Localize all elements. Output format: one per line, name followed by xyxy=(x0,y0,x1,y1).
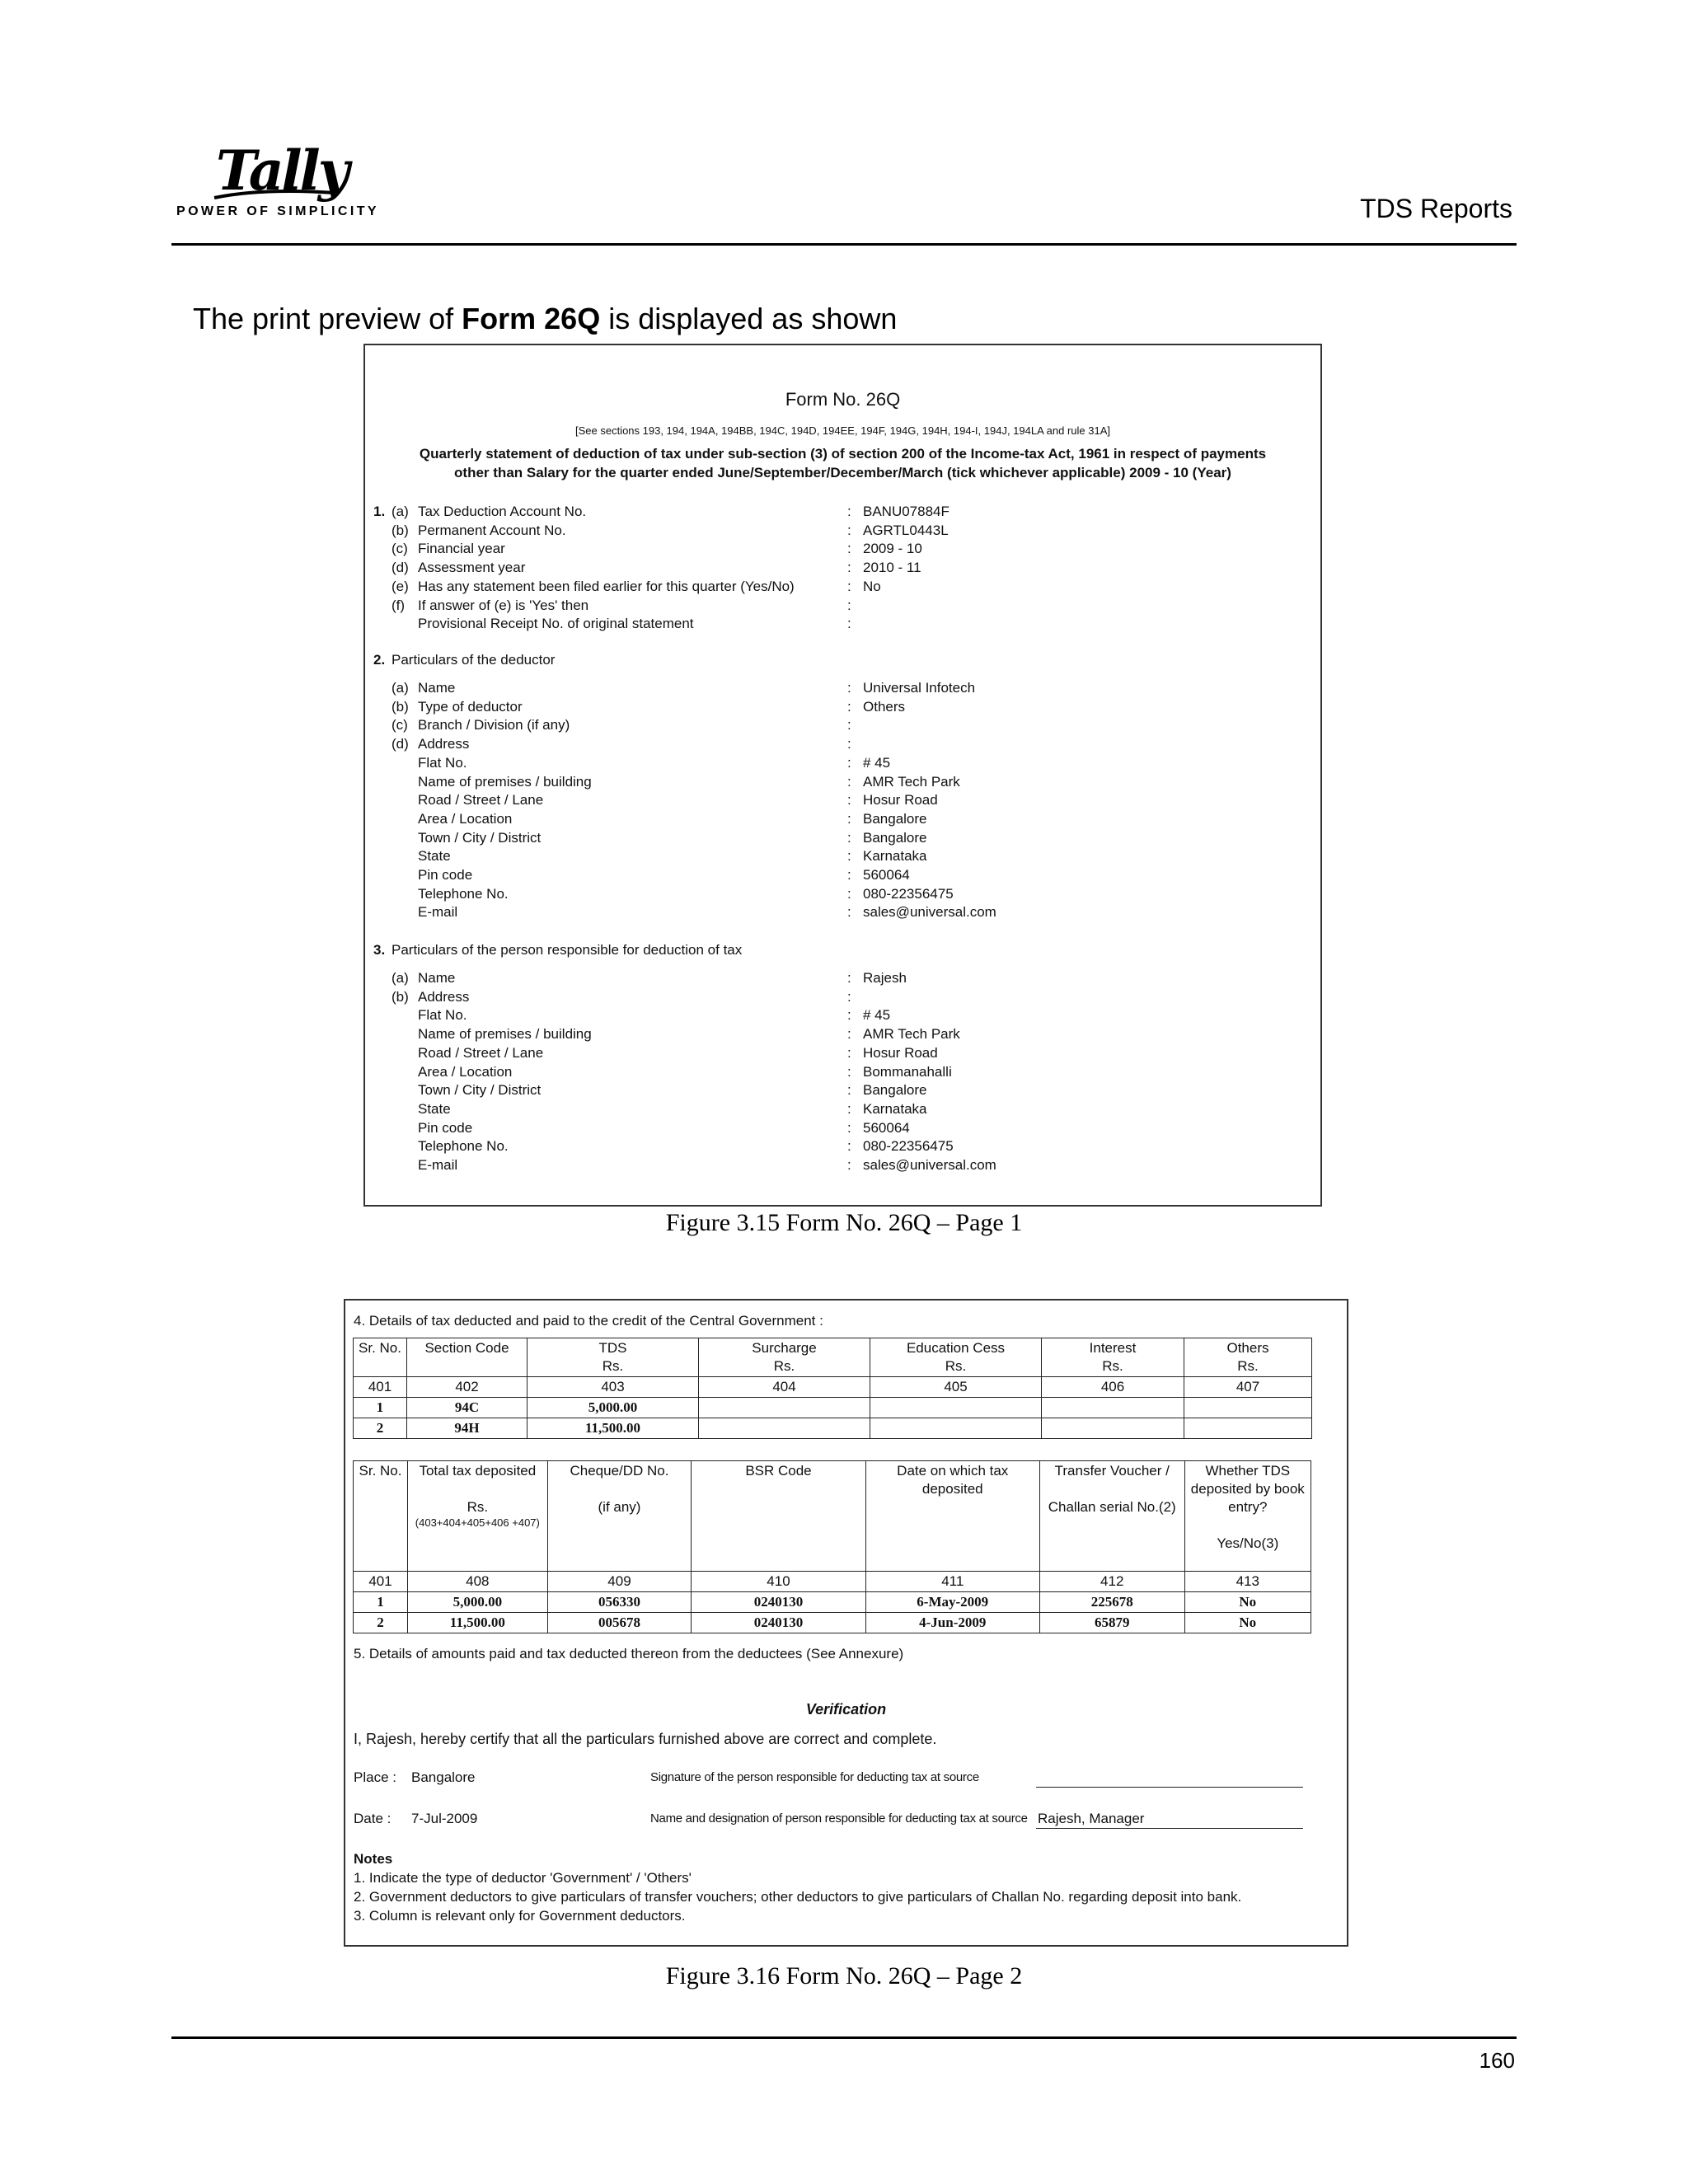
field-index: (d) xyxy=(392,560,409,576)
table-cell xyxy=(699,1398,870,1418)
table1-header-cell: Others Rs. xyxy=(1184,1338,1312,1377)
field-value: AMR Tech Park xyxy=(863,773,960,790)
form-field-row xyxy=(365,699,1320,717)
field-label: Flat No. xyxy=(418,1007,467,1024)
date-label: Date : xyxy=(354,1811,392,1826)
form-field-row xyxy=(365,560,1320,578)
page-number: 160 xyxy=(1479,2048,1515,2073)
table-cell: 005678 xyxy=(547,1613,692,1633)
form-field-row xyxy=(365,989,1320,1007)
form-field-row xyxy=(365,1082,1320,1100)
table-cell: 5,000.00 xyxy=(528,1398,699,1418)
field-separator: : xyxy=(847,541,851,557)
table1-code-cell: 401 xyxy=(354,1377,407,1398)
field-label: Name xyxy=(418,970,456,986)
form-field-row xyxy=(365,830,1320,848)
field-index: (a) xyxy=(392,970,409,986)
name-designation-label: Name and designation of person responsible for deducting tax at source xyxy=(650,1811,1028,1825)
table1-code-cell: 402 xyxy=(407,1377,528,1398)
form-field-row xyxy=(365,886,1320,904)
table-cell: 11,500.00 xyxy=(528,1418,699,1439)
field-value: Karnataka xyxy=(863,1100,927,1117)
table1-code-cell: 405 xyxy=(870,1377,1042,1398)
table-cell: 1 xyxy=(354,1398,407,1418)
field-separator: : xyxy=(847,1157,851,1173)
verification-text: I, Rajesh, hereby certify that all the particulars furnished above are correct and complete. xyxy=(354,1731,937,1747)
field-separator: : xyxy=(847,988,851,1005)
table2-header-date: Date on which tax deposited xyxy=(865,1461,1039,1572)
field-separator: : xyxy=(847,1100,851,1117)
table-cell xyxy=(699,1418,870,1439)
place-value: Bangalore xyxy=(411,1769,476,1785)
table-cell: 2 xyxy=(354,1613,408,1633)
form-field-row xyxy=(365,717,1320,735)
logo-tagline: POWER OF SIMPLICITY xyxy=(176,204,379,218)
field-label: Address xyxy=(418,988,470,1005)
table-cell xyxy=(1042,1418,1184,1439)
field-separator: : xyxy=(847,680,851,696)
section-number: 2. xyxy=(373,652,386,668)
table1-header-cell: Sr. No. xyxy=(354,1338,407,1377)
logo-wordmark: Tally xyxy=(216,138,348,203)
field-separator: : xyxy=(847,717,851,733)
table-row xyxy=(354,1398,1312,1418)
field-value: Universal Infotech xyxy=(863,680,976,696)
field-value: Bangalore xyxy=(863,810,927,827)
form-field-row xyxy=(365,792,1320,810)
form-26q-page-2 xyxy=(344,1299,1348,1947)
field-label: Name of premises / building xyxy=(418,773,592,790)
form-field-row xyxy=(365,867,1320,885)
field-separator: : xyxy=(847,829,851,846)
table-cell: No xyxy=(1184,1613,1311,1633)
table2-header-sr: Sr. No. xyxy=(354,1461,408,1572)
field-value: Bangalore xyxy=(863,1082,927,1099)
form-field-row xyxy=(365,736,1320,754)
field-index: (f) xyxy=(392,597,406,613)
field-separator: : xyxy=(847,616,851,632)
table2-code-cell: 401 xyxy=(354,1572,408,1592)
signature-label: Signature of the person responsible for deducting tax at source xyxy=(650,1770,979,1784)
table-cell: 1 xyxy=(354,1592,408,1613)
tax-deducted-table xyxy=(353,1338,1312,1439)
field-value: BANU07884F xyxy=(863,504,950,519)
field-value: Bommanahalli xyxy=(863,1063,952,1080)
field-value: # 45 xyxy=(863,754,891,771)
field-separator: : xyxy=(847,1007,851,1024)
signature-line xyxy=(1036,1787,1303,1788)
field-index: (e) xyxy=(392,578,409,594)
field-separator: : xyxy=(847,867,851,883)
table2-header-voucher: Transfer Voucher / Challan serial No.(2) xyxy=(1039,1461,1184,1572)
form-field-row xyxy=(365,504,1320,522)
verification-title: Verification xyxy=(805,1701,887,1718)
form-field-row xyxy=(365,755,1320,773)
table2-header-cheque: Cheque/DD No. (if any) xyxy=(547,1461,692,1572)
table-cell: 94H xyxy=(407,1418,528,1439)
field-label: Address xyxy=(418,736,470,752)
field-index: (b) xyxy=(392,698,409,715)
field-label: Pin code xyxy=(418,867,473,883)
field-label: E-mail xyxy=(418,1157,458,1173)
table1-header-cell: Surcharge Rs. xyxy=(699,1338,870,1377)
table-cell: No xyxy=(1184,1592,1311,1613)
section-heading xyxy=(365,652,1320,670)
field-separator: : xyxy=(847,810,851,827)
date-value: 7-Jul-2009 xyxy=(411,1811,478,1826)
field-separator: : xyxy=(847,904,851,921)
field-label: Road / Street / Lane xyxy=(418,792,544,808)
field-label: State xyxy=(418,848,451,865)
table-row xyxy=(354,1613,1311,1633)
field-label: Has any statement been filed earlier for this quarter (Yes/No) xyxy=(418,578,795,594)
form-field-row xyxy=(365,904,1320,922)
field-label: Telephone No. xyxy=(418,1138,509,1155)
note-item: 2. Government deductors to give particulars of transfer vouchers; other deductors to give particulars of Challan No. regarding deposit into bank. xyxy=(354,1889,1242,1905)
table1-code-cell: 406 xyxy=(1042,1377,1184,1398)
field-value: Hosur Road xyxy=(863,1044,938,1061)
header-divider xyxy=(171,243,1517,246)
form-field-row xyxy=(365,811,1320,829)
table-cell: 4-Jun-2009 xyxy=(865,1613,1039,1633)
note-item: 1. Indicate the type of deductor 'Government' / 'Others' xyxy=(354,1870,692,1886)
field-separator: : xyxy=(847,773,851,790)
form-field-row xyxy=(365,598,1320,616)
field-label: Area / Location xyxy=(418,810,513,827)
field-label: Branch / Division (if any) xyxy=(418,717,570,733)
table2-header-total: Total tax deposited Rs. (403+404+405+406 +407) xyxy=(408,1461,548,1572)
field-index: (a) xyxy=(392,504,409,519)
field-index: (b) xyxy=(392,522,409,538)
name-designation-line xyxy=(1036,1828,1303,1829)
field-separator: : xyxy=(847,560,851,576)
table-row xyxy=(354,1592,1311,1613)
name-designation-value: Rajesh, Manager xyxy=(1038,1811,1145,1826)
section-title: TDS Reports xyxy=(1360,194,1512,223)
field-label: Area / Location xyxy=(418,1063,513,1080)
form-description-line-1: Quarterly statement of deduction of tax under sub-section (3) of section 200 of the Income-tax Act, 1961 in respect of payments xyxy=(419,446,1267,462)
table-cell xyxy=(1184,1398,1312,1418)
form-field-row xyxy=(365,1101,1320,1119)
field-index: (c) xyxy=(392,717,408,733)
field-label: Town / City / District xyxy=(418,1082,542,1099)
table-cell: 0240130 xyxy=(692,1613,865,1633)
field-label: E-mail xyxy=(418,904,458,921)
table-cell: 2 xyxy=(354,1418,407,1439)
place-label: Place : xyxy=(354,1769,396,1785)
section-heading-text: Particulars of the deductor xyxy=(392,652,556,668)
table-cell: 5,000.00 xyxy=(408,1592,548,1613)
field-value: AGRTL0443L xyxy=(863,522,949,538)
form-field-row xyxy=(365,1026,1320,1044)
field-value: 2009 - 10 xyxy=(863,541,922,557)
table-cell: 6-May-2009 xyxy=(865,1592,1039,1613)
field-separator: : xyxy=(847,698,851,715)
table-cell xyxy=(870,1398,1042,1418)
table-cell xyxy=(1042,1398,1184,1418)
field-value: sales@universal.com xyxy=(863,1157,996,1173)
field-label: Telephone No. xyxy=(418,885,509,902)
field-label: State xyxy=(418,1100,451,1117)
field-index: (c) xyxy=(392,541,408,557)
table2-header-whether: Whether TDS deposited by book entry? Yes/No(3) xyxy=(1184,1461,1311,1572)
field-separator: : xyxy=(847,1026,851,1043)
table1-header-cell: TDS Rs. xyxy=(528,1338,699,1377)
field-value: Bangalore xyxy=(863,829,927,846)
field-separator: : xyxy=(847,792,851,808)
form-field-row xyxy=(365,1064,1320,1082)
field-separator: : xyxy=(847,1063,851,1080)
field-label: If answer of (e) is 'Yes' then xyxy=(418,597,589,613)
field-separator: : xyxy=(847,1119,851,1136)
logo-swoosh-icon xyxy=(213,190,336,201)
field-separator: : xyxy=(847,1082,851,1099)
field-value: No xyxy=(863,578,881,594)
form-field-row xyxy=(365,680,1320,698)
field-index: (b) xyxy=(392,988,409,1005)
table1-header-row xyxy=(354,1338,1312,1377)
form-description-line-2: other than Salary for the quarter ended June/September/December/March (tick whichever applicable) 2009 - 10 (Year) xyxy=(454,465,1231,480)
form-sections-reference: [See sections 193, 194, 194A, 194BB, 194C, 194D, 194EE, 194F, 194G, 194H, 194-I, 194J, 194LA and rule 31A] xyxy=(574,424,1110,437)
table1-code-cell: 404 xyxy=(699,1377,870,1398)
tally-logo xyxy=(175,138,379,221)
form-title: Form No. 26Q xyxy=(785,389,901,410)
field-label: Type of deductor xyxy=(418,698,523,715)
form-field-row xyxy=(365,1120,1320,1138)
table2-code-cell: 412 xyxy=(1039,1572,1184,1592)
table2-code-cell: 410 xyxy=(692,1572,865,1592)
form-26q-page-1 xyxy=(363,344,1322,1207)
form-field-row xyxy=(365,774,1320,792)
section-number: 3. xyxy=(373,942,386,958)
table-cell xyxy=(870,1418,1042,1439)
field-value: Others xyxy=(863,698,906,715)
table1-header-cell: Interest Rs. xyxy=(1042,1338,1184,1377)
table2-code-row xyxy=(354,1572,1311,1592)
field-value: AMR Tech Park xyxy=(863,1026,960,1043)
table2-code-cell: 408 xyxy=(408,1572,548,1592)
field-separator: : xyxy=(847,597,851,613)
field-separator: : xyxy=(847,1138,851,1155)
field-label: Road / Street / Lane xyxy=(418,1044,544,1061)
field-index: (d) xyxy=(392,736,409,752)
field-value: Rajesh xyxy=(863,970,907,986)
field-value: Hosur Road xyxy=(863,792,938,808)
field-separator: : xyxy=(847,504,851,519)
field-label: Name xyxy=(418,680,456,696)
table2-code-cell: 411 xyxy=(865,1572,1039,1592)
table2-header-bsr: BSR Code xyxy=(692,1461,865,1572)
field-label: Financial year xyxy=(418,541,505,557)
intro-text: The print preview of Form 26Q is displayed as shown xyxy=(193,302,898,335)
table1-code-cell: 403 xyxy=(528,1377,699,1398)
form-field-row xyxy=(365,1138,1320,1156)
field-separator: : xyxy=(847,885,851,902)
field-value: 560064 xyxy=(863,867,910,883)
table-cell: 94C xyxy=(407,1398,528,1418)
field-separator: : xyxy=(847,1044,851,1061)
footer-divider xyxy=(171,2036,1517,2039)
table-cell xyxy=(1184,1418,1312,1439)
field-value: 080-22356475 xyxy=(863,1138,954,1155)
tax-deposit-table xyxy=(353,1460,1311,1633)
form-field-row xyxy=(365,1007,1320,1025)
field-label: Flat No. xyxy=(418,754,467,771)
field-label: Name of premises / building xyxy=(418,1026,592,1043)
table1-code-row xyxy=(354,1377,1312,1398)
table-cell: 0240130 xyxy=(692,1592,865,1613)
table-cell: 056330 xyxy=(547,1592,692,1613)
table-cell: 11,500.00 xyxy=(408,1613,548,1633)
field-separator: : xyxy=(847,754,851,771)
form-field-row xyxy=(365,541,1320,559)
notes-title: Notes xyxy=(354,1851,393,1867)
form-field-row xyxy=(365,579,1320,597)
table2-header-row xyxy=(354,1461,1311,1572)
form-field-row xyxy=(365,848,1320,866)
field-separator: : xyxy=(847,848,851,865)
field-value: 2010 - 11 xyxy=(863,560,921,576)
field-label: Town / City / District xyxy=(418,829,542,846)
table1-header-cell: Section Code xyxy=(407,1338,528,1377)
field-label: Assessment year xyxy=(418,560,526,576)
table-cell: 225678 xyxy=(1039,1592,1184,1613)
form-field-row xyxy=(365,616,1320,634)
form-field-row xyxy=(365,1045,1320,1063)
table1-header-cell: Education Cess Rs. xyxy=(870,1338,1042,1377)
section-heading-text: Particulars of the person responsible for deduction of tax xyxy=(392,942,743,958)
table2-code-cell: 413 xyxy=(1184,1572,1311,1592)
note-item: 3. Column is relevant only for Government deductors. xyxy=(354,1908,686,1924)
table-cell: 65879 xyxy=(1039,1613,1184,1633)
field-value: 560064 xyxy=(863,1119,910,1136)
table1-code-cell: 407 xyxy=(1184,1377,1312,1398)
field-label: Tax Deduction Account No. xyxy=(418,504,587,519)
section-5-text: 5. Details of amounts paid and tax deducted thereon from the deductees (See Annexure) xyxy=(354,1646,904,1661)
field-separator: : xyxy=(847,578,851,594)
table-row xyxy=(354,1418,1312,1439)
form-field-row xyxy=(365,1157,1320,1175)
field-label: Provisional Receipt No. of original statement xyxy=(418,616,694,632)
field-separator: : xyxy=(847,522,851,538)
field-value: 080-22356475 xyxy=(863,885,954,902)
table2-code-cell: 409 xyxy=(547,1572,692,1592)
field-separator: : xyxy=(847,736,851,752)
field-value: Karnataka xyxy=(863,848,927,865)
section-number: 1. xyxy=(373,504,386,519)
field-value: sales@universal.com xyxy=(863,904,996,921)
section-heading xyxy=(365,942,1320,960)
field-index: (a) xyxy=(392,680,409,696)
section-4-heading: 4. Details of tax deducted and paid to the credit of the Central Government : xyxy=(354,1313,823,1329)
field-label: Permanent Account No. xyxy=(418,522,566,538)
form-field-row xyxy=(365,523,1320,541)
figure-caption-2: Figure 3.16 Form No. 26Q – Page 2 xyxy=(665,1962,1023,1990)
form-field-row xyxy=(365,970,1320,988)
field-value: # 45 xyxy=(863,1007,891,1024)
field-separator: : xyxy=(847,970,851,986)
figure-caption-1: Figure 3.15 Form No. 26Q – Page 1 xyxy=(665,1209,1023,1236)
field-label: Pin code xyxy=(418,1119,473,1136)
